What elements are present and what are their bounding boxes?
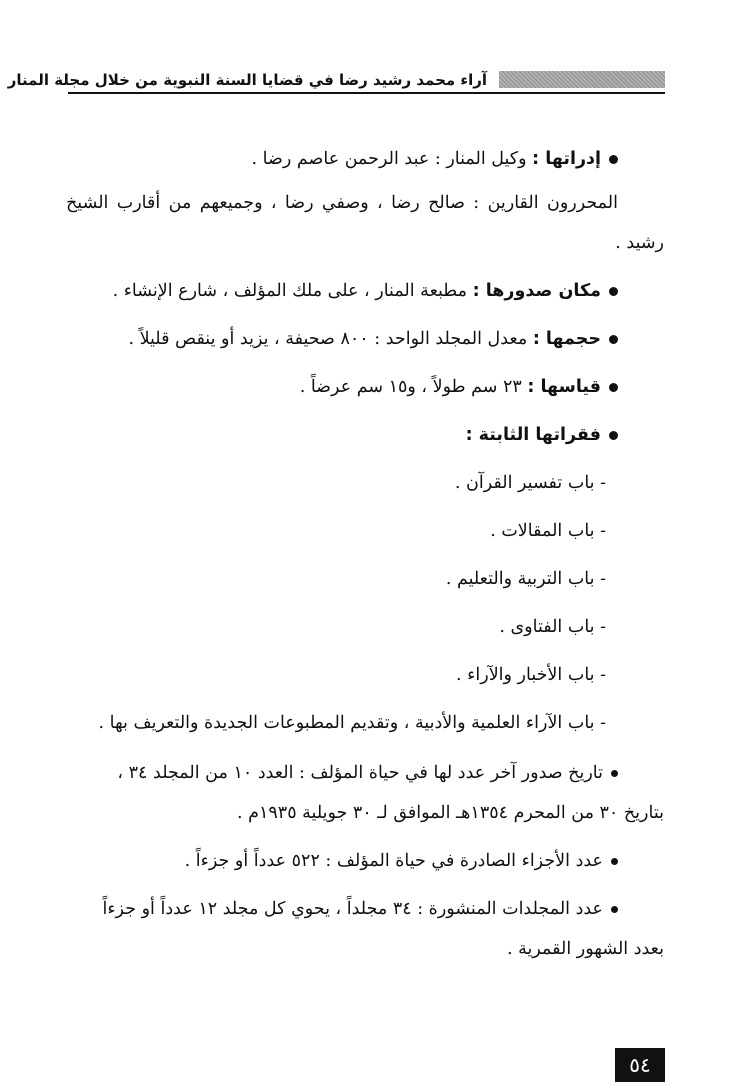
dimensions-line (66, 363, 664, 411)
section-item: - باب الأخبار والآراء . (456, 665, 606, 685)
editor-line (66, 135, 664, 183)
bullet-icon (611, 770, 618, 777)
place-label: مكان صدورها : (472, 281, 601, 301)
bullet-icon (611, 858, 618, 865)
issues-count-line (66, 837, 664, 885)
place-value: مطبعة المنار ، على ملك المؤلف ، شارع الإنشاء . (112, 281, 468, 301)
section-item: - باب المقالات . (490, 521, 606, 541)
last-issue-line-1-wrap (66, 753, 664, 793)
editor-value: وكيل المنار : عبد الرحمن عاصم رضا . (251, 149, 527, 169)
page-number: ٥٤ (615, 1048, 665, 1082)
rotating-editors-paragraph (66, 183, 664, 263)
issues-count: عدد الأجزاء الصادرة في حياة المؤلف : ٥٢٢ عدداً أو جزءاً . (184, 851, 603, 871)
running-header (7, 70, 665, 94)
bullet-icon (611, 906, 618, 913)
sections-label: فقراتها الثابتة : (465, 425, 601, 445)
header-decorative-bar (499, 71, 665, 88)
section-item: - باب الآراء العلمية والأدبية ، وتقديم المطبوعات الجديدة والتعريف بها . (98, 713, 606, 733)
size-label: حجمها : (532, 329, 601, 349)
rotating-editors-line-1: المحررون القارين : صالح رضا ، وصفي رضا ، وجميعهم من أقارب الشيخ (66, 193, 618, 213)
dimensions-value: ٢٣ سم طولاً ، و١٥ سم عرضاً . (299, 377, 522, 397)
section-item: - باب التربية والتعليم . (445, 569, 606, 589)
last-issue-line-2: بتاريخ ٣٠ من المحرم ١٣٥٤هـ الموافق لـ ٣٠ جويلية ١٩٣٥م . (237, 803, 664, 823)
bullet-icon (609, 431, 618, 440)
bullet-icon (609, 383, 618, 392)
place-line (66, 267, 664, 315)
size-line (66, 315, 664, 363)
editor-label: إدراتها : (532, 149, 601, 169)
volumes-line-2: بعدد الشهور القمرية . (507, 939, 664, 959)
dimensions-label: قياسها : (527, 377, 601, 397)
volumes-paragraph (66, 889, 664, 969)
rotating-editors-line-2: رشيد . (615, 233, 664, 253)
sections-heading-line (66, 411, 664, 459)
bullet-icon (609, 335, 618, 344)
header-title: آراء محمد رشيد رضا في قضايا السنة النبوية من خلال مجلة المنار (7, 71, 487, 89)
bullet-icon (609, 155, 618, 164)
section-item: - باب تفسير القرآن . (454, 473, 606, 493)
volumes-line-1-wrap (66, 889, 664, 929)
last-issue-line-1: تاريخ صدور آخر عدد لها في حياة المؤلف : العدد ١٠ من المجلد ٣٤ ، (117, 763, 603, 783)
bullet-icon (609, 287, 618, 296)
last-issue-paragraph (66, 753, 664, 833)
page-content (66, 135, 664, 969)
volumes-line-1: عدد المجلدات المنشورة : ٣٤ مجلداً ، يحوي كل مجلد ١٢ عدداً أو جزءاً (102, 899, 603, 919)
size-value: معدل المجلد الواحد : ٨٠٠ صحيفة ، يزيد أو ينقص قليلاً . (128, 329, 528, 349)
section-item: - باب الفتاوى . (499, 617, 606, 637)
